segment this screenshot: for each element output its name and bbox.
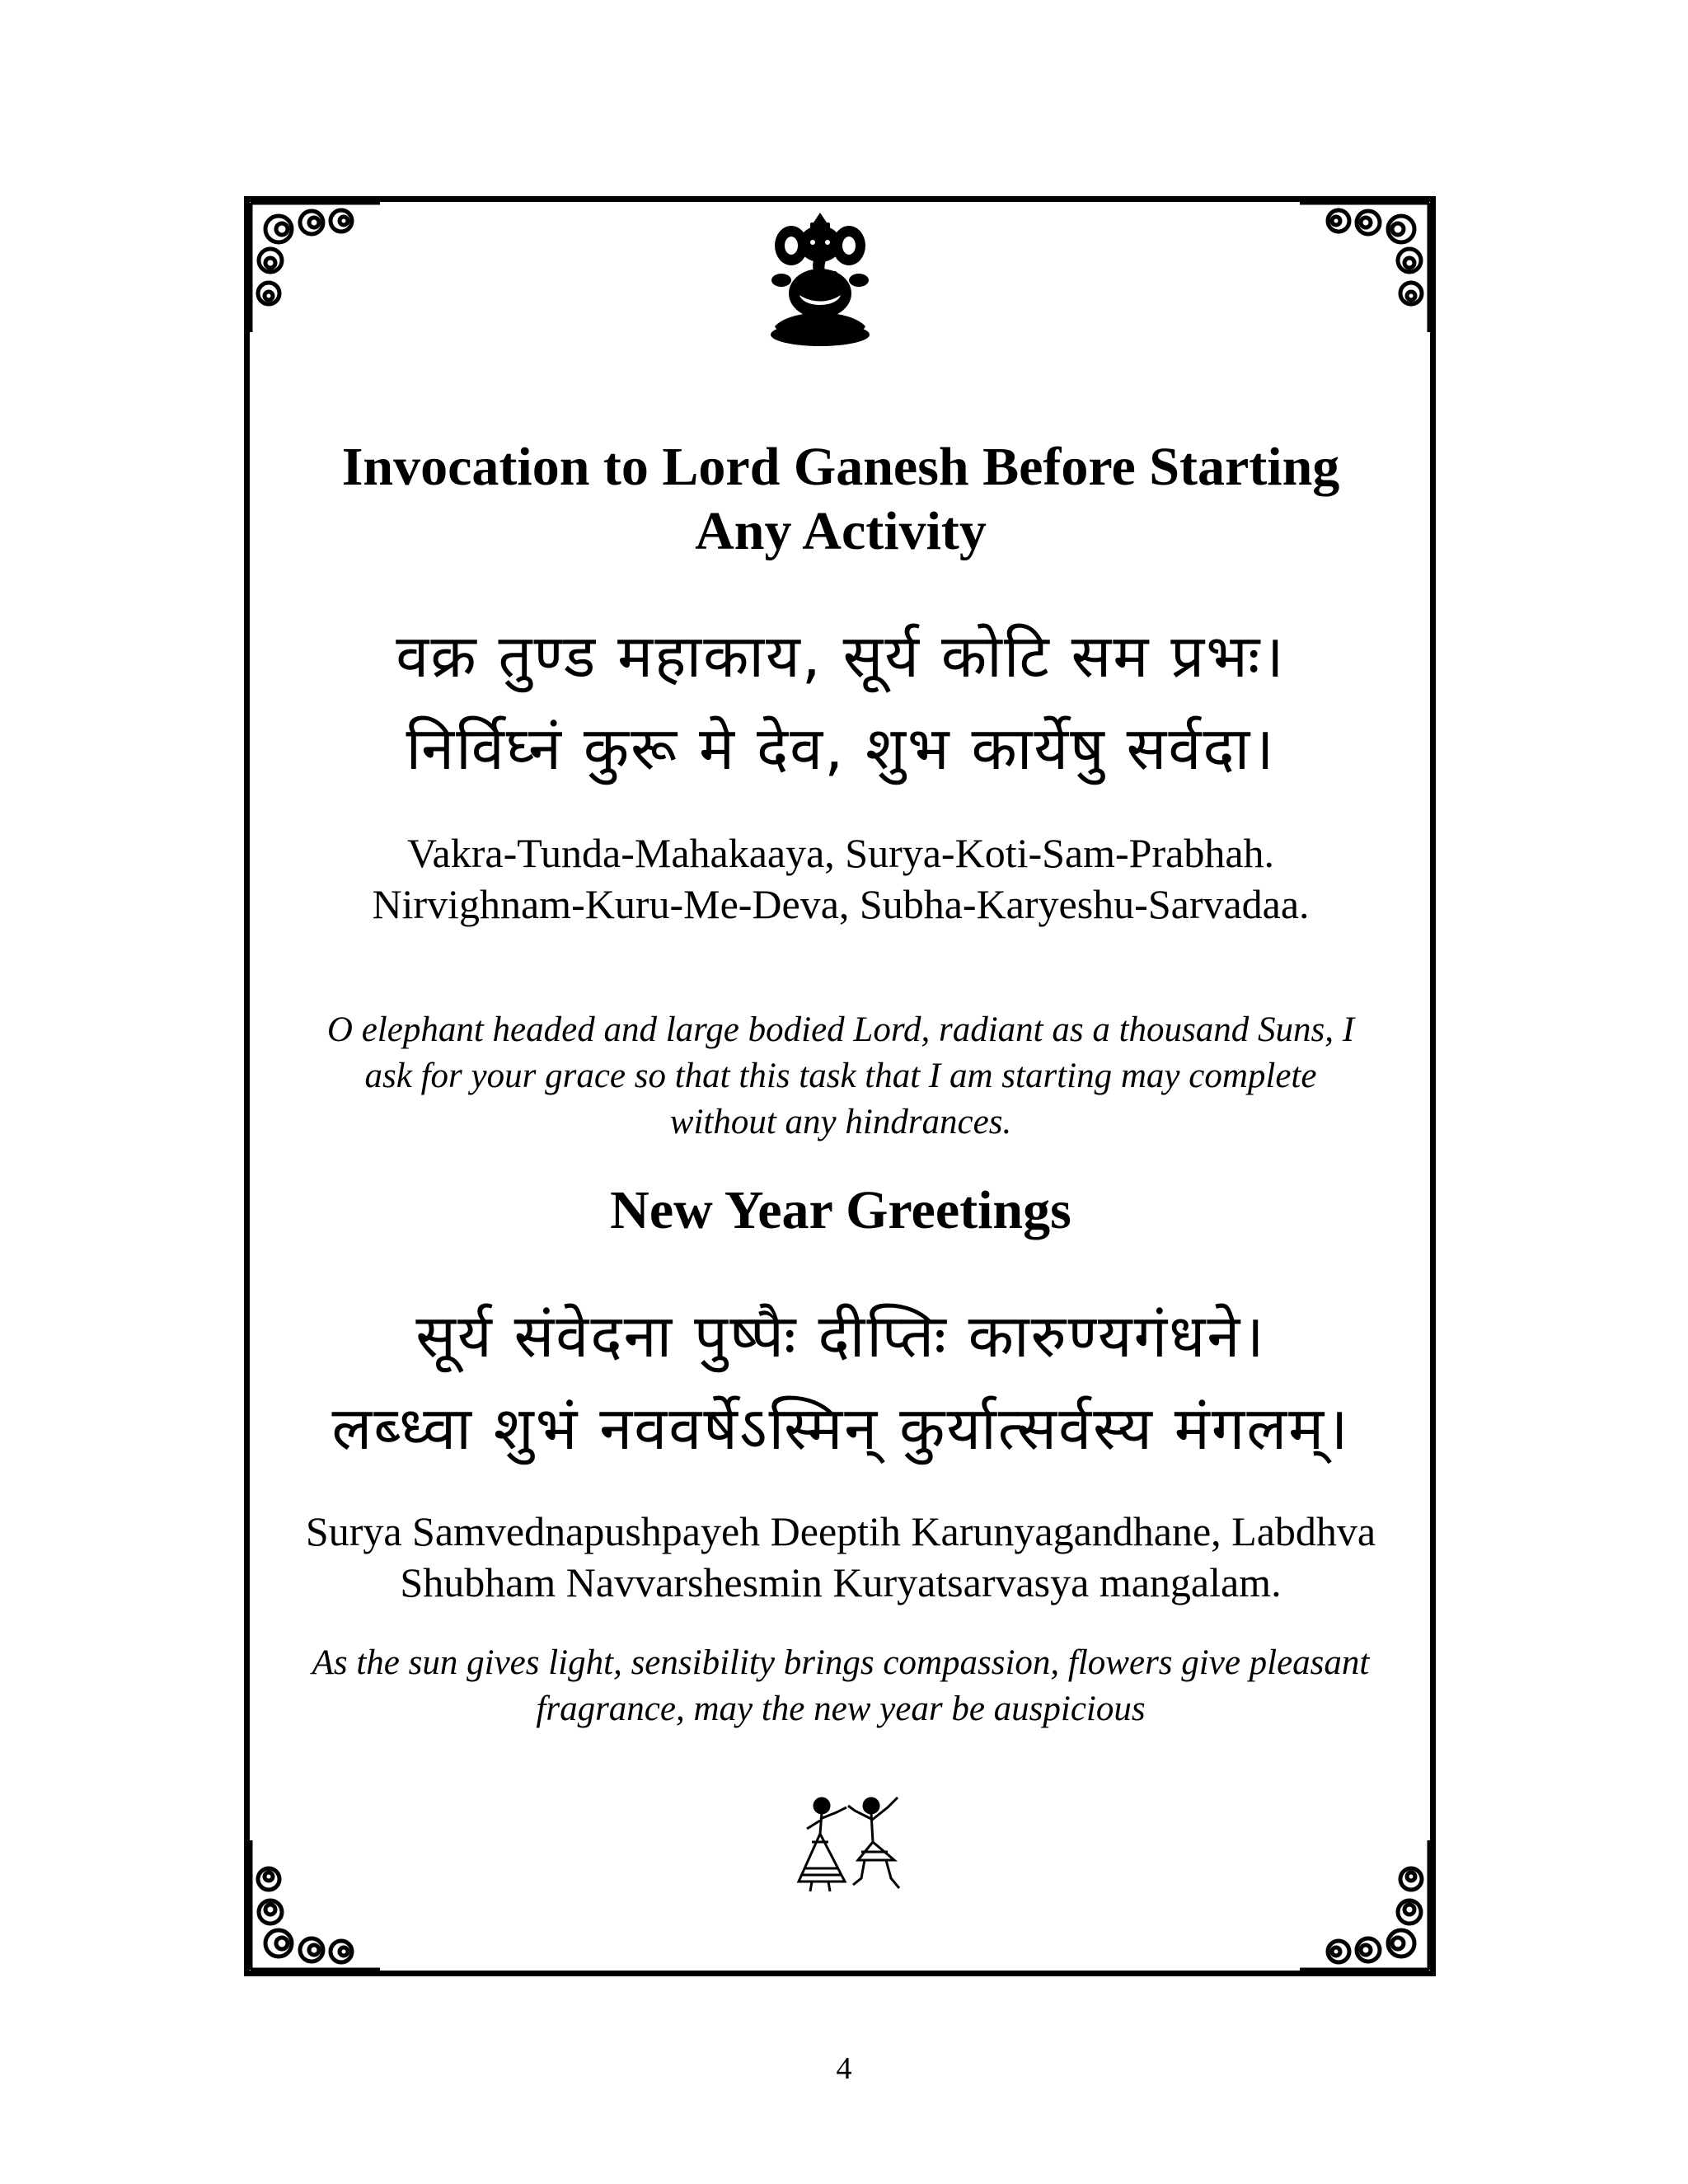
new-year-sanskrit-verse	[247, 1290, 1434, 1474]
invocation-heading-line: Invocation to Lord Ganesh Before Starting	[341, 437, 1340, 497]
invocation-meaning	[247, 1007, 1434, 1146]
meaning-line: As the sun gives light, sensibility brings compassion, flowers give pleasant	[312, 1643, 1370, 1682]
sanskrit-line: लब्ध्वा शुभं नववर्षेऽस्मिन् कुर्यात्सर्वस्य मंगलम्।	[331, 1394, 1350, 1463]
transliteration-line: Shubham Navvarshesmin Kuryatsarvasya mangalam.	[400, 1559, 1282, 1605]
meaning-line: without any hindrances.	[669, 1103, 1012, 1141]
sanskrit-line: सूर्य संवेदना पुष्पैः दीप्तिः कारुण्यगंधने।	[415, 1301, 1266, 1371]
ganesh-icon	[758, 211, 882, 351]
invocation-heading-line: Any Activity	[695, 501, 987, 561]
page-number: 4	[836, 2051, 852, 2086]
corner-flourish-bottom-left-icon	[244, 1836, 384, 1976]
meaning-line: O elephant headed and large bodied Lord, radiant as a thousand Suns, I	[326, 1010, 1355, 1049]
transliteration-line: Surya Samvednapushpayeh Deeptih Karunyagandhane, Labdhva	[305, 1508, 1376, 1554]
sanskrit-line: वक्र तुण्ड महाकाय, सूर्य कोटि सम प्रभः।	[396, 621, 1286, 691]
transliteration-line: Nirvighnam-Kuru-Me-Deva, Subha-Karyeshu-Sarvadaa.	[372, 881, 1310, 927]
dancing-couple-icon	[779, 1793, 927, 1896]
new-year-heading-text: New Year Greetings	[610, 1180, 1071, 1240]
corner-flourish-top-right-icon	[1296, 196, 1436, 336]
meaning-line: fragrance, may the new year be auspicious	[536, 1690, 1146, 1728]
new-year-heading	[247, 1179, 1434, 1243]
new-year-meaning	[247, 1640, 1434, 1732]
sanskrit-line: निर्विघ्नं कुरू मे देव, शुभ कार्येषु सर्वदा।	[406, 714, 1276, 783]
invocation-sanskrit-verse	[247, 610, 1434, 794]
invocation-transliteration	[247, 827, 1434, 930]
meaning-line: ask for your grace so that this task that I am starting may complete	[364, 1057, 1317, 1095]
transliteration-line: Vakra-Tunda-Mahakaaya, Surya-Koti-Sam-Prabhah.	[406, 830, 1275, 876]
corner-flourish-top-left-icon	[244, 196, 384, 336]
new-year-transliteration	[247, 1506, 1434, 1608]
corner-flourish-bottom-right-icon	[1296, 1836, 1436, 1976]
invocation-heading	[247, 435, 1434, 564]
